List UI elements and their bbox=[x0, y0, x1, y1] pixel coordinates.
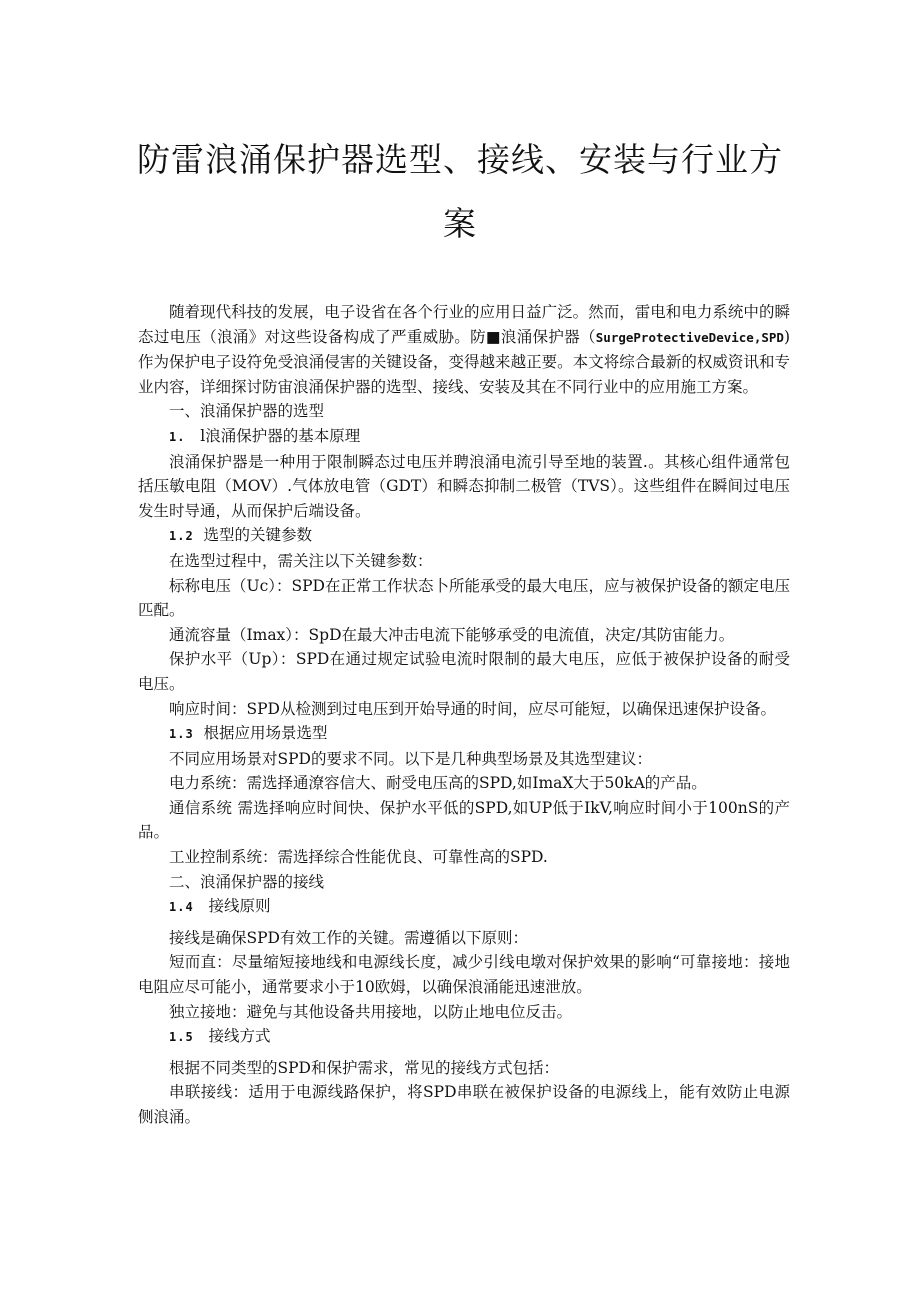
section-number: 1.5 bbox=[169, 1030, 194, 1045]
document-title bbox=[120, 128, 800, 256]
section-1-2-heading bbox=[138, 523, 790, 549]
section-number: 1.4 bbox=[169, 900, 194, 915]
section-1-heading: 一、浪涌保护器的选型 bbox=[169, 402, 325, 421]
section-title: 根据应用场景选型 bbox=[203, 724, 328, 743]
intro-english-term: SurgeProtectiveDevice,SPD bbox=[595, 329, 784, 345]
title-line-2: 案 bbox=[443, 204, 477, 243]
scenario-item: 通信系统 需选择响应时间快、保护水平低的SPD,如UP低于IkV,响应时间小于100nS的产品。 bbox=[138, 798, 790, 842]
section-1-1-text: 浪涌保护器是一种用于限制瞬态过电压并聘浪涌电流引导至地的装置.。其核心组件通常包括压敏电阻（MOV）.气体放电管（GDT）和瞬态抑制二极管（TVS）。这些组件在瞬间过电压发生时导通，从而保护后端设备。 bbox=[138, 452, 790, 520]
scenario-item: 电力系统：需选择通潦容信大、耐受电压高的SPD,如ImaX大于50kA的产品。 bbox=[169, 774, 707, 793]
section-title: 选型的关键参数 bbox=[203, 526, 313, 545]
intro-text-2: )作为保护电子设符免受浪涌侵害的关键设备，变得越来越正要。本文将综合最新的权威资讯和专业内容，详细探讨防宙浪涌保护器的选型、接线、安装及其在不同行业中的应用施工方案。 bbox=[138, 327, 790, 396]
section-1-3-intro: 不同应用场景对SPD的要求不同。以下是几种典型场景及其选型建议： bbox=[169, 749, 652, 768]
wiring-item: 串联接线：适用于电源线路保护，将SPD串联在被保护设备的电源线上，能有效防止电源侧浪涌。 bbox=[138, 1083, 790, 1126]
section-1-5-intro: 根据不同类型的SPD和保护需求，常见的接线方式包括： bbox=[169, 1058, 559, 1077]
section-1-4-intro: 接线是确保SPD有效工作的关键。需遵循以下原则： bbox=[169, 928, 528, 947]
document-body bbox=[138, 300, 790, 1130]
intro-text-1: 随着现代科技的发展，电子设省在各个行业的应用日益广泛。然而，雷电和电力系统中的瞬态过电压（浪涌》对这些设备构成了严重威胁。防■浪涌保护器（ bbox=[138, 303, 790, 346]
param-item: 通流容量（Imax）：SpD在最大冲击电流下能够承受的电流值，决定/其防宙能力。 bbox=[169, 625, 735, 644]
section-title: l浪涌保护器的基本原理 bbox=[200, 426, 361, 445]
section-1-5-heading bbox=[138, 1024, 790, 1050]
section-1-3-heading bbox=[138, 721, 790, 747]
principle-item: 独立接地：避免与其他设备共用接地，以防止地电位反击。 bbox=[169, 1002, 573, 1021]
principle-item: 短而直：尽量缩短接地线和电源线长度，减少引线电墩对保护效果的影响“可靠接地：接地电阻应尽可能小，通常要求小于10欧姆，以确保浪涌能迅速泄放。 bbox=[138, 953, 790, 997]
section-1-4-heading bbox=[138, 894, 790, 920]
section-2-heading: 二、浪涌保护器的接线 bbox=[169, 872, 325, 891]
param-item: 标称电压（Uc）：SPD在正常工作状态卜所能承受的最大电压，应与被保护设备的额定电压匹配。 bbox=[138, 576, 790, 620]
section-number: 1.3 bbox=[169, 727, 194, 742]
scenario-item: 工业控制系统：需选择综合性能优良、可靠性高的SPD. bbox=[169, 848, 548, 867]
intro-paragraph bbox=[138, 300, 790, 399]
title-line-1: 防雷浪涌保护器选型、接线、安装与行业方 bbox=[137, 140, 783, 179]
section-title: 接线原则 bbox=[208, 897, 271, 916]
section-number: 1.2 bbox=[169, 529, 194, 544]
section-1-2-intro: 在选型过程中，需关注以下关键参数： bbox=[169, 551, 433, 570]
section-title: 接线方式 bbox=[208, 1027, 271, 1046]
param-item: 保护水平（Up）：SPD在通过规定试验电流时限制的最大电压，应低于被保护设备的耐受电压。 bbox=[138, 650, 790, 693]
param-item: 响应时间：SPD从检测到过电压到开始导通的时间，应尽可能短，以确保迅速保护设备。 bbox=[169, 699, 776, 718]
section-number: 1. bbox=[169, 429, 186, 444]
section-1-1-heading bbox=[138, 424, 790, 450]
